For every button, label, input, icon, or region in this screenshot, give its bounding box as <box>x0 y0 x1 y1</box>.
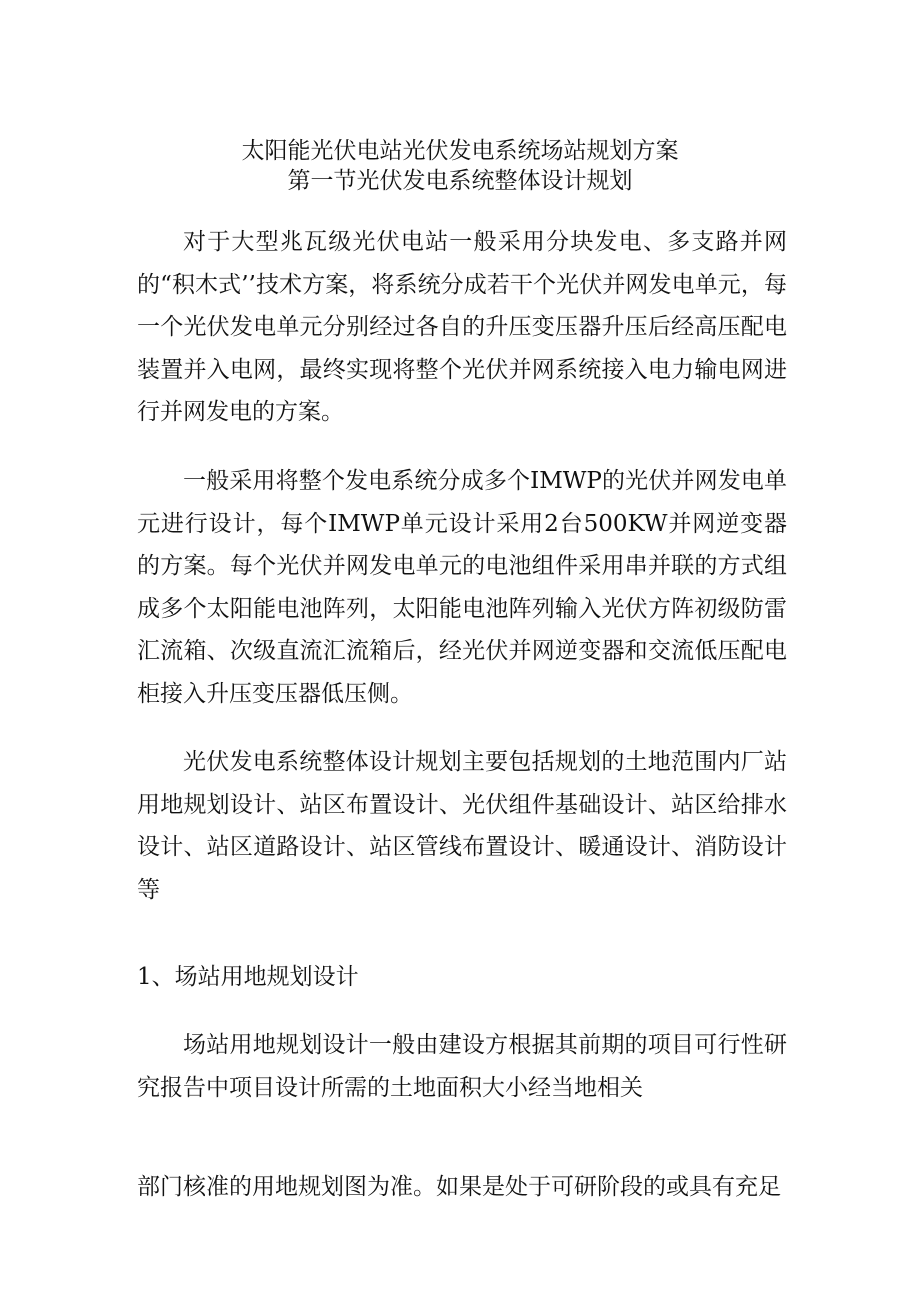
paragraph-1: 对于大型兆瓦级光伏电站一般采用分块发电、多支路并网的“积木式’’技术方案，将系统分成若干个光伏并网发电单元，每一个光伏发电单元分别经过各自的升压变压器升压后经高压配电装置并入电网，最终实现将整个光伏并网系统接入电力输电网进行并网发电的方案。 <box>137 229 787 425</box>
document-title: 太阳能光伏电站光伏发电系统场站规划方案 <box>241 138 679 164</box>
section-title: 第一节光伏发电系统整体设计规划 <box>287 168 633 194</box>
section-heading: 1、场站用地规划设计 <box>137 964 359 990</box>
continuation-paragraph: 部门核准的用地规划图为准。如果是处于可研阶段的或具有充足 <box>137 1174 781 1200</box>
section-paragraph: 场站用地规划设计一般由建设方根据其前期的项目可行性研究报告中项目设计所需的土地面积大小经当地相关 <box>137 1032 787 1101</box>
paragraph-2: 一般采用将整个发电系统分成多个IMWP的光伏并网发电单元进行设计，每个IMWP单元设计采用2台500KW并网逆变器的方案。每个光伏并网发电单元的电池组件采用串并联的方式组成多个太阳能电池阵列，太阳能电池阵列输入光伏方阵初级防雷汇流箱、次级直流汇流箱后，经光伏并网逆变器和交流低压配电柜接入升压变压器低压侧。 <box>137 468 787 707</box>
paragraph-3: 光伏发电系统整体设计规划主要包括规划的土地范围内厂站用地规划设计、站区布置设计、光伏组件基础设计、站区给排水设计、站区道路设计、站区管线布置设计、暖通设计、消防设计等 <box>137 749 787 903</box>
